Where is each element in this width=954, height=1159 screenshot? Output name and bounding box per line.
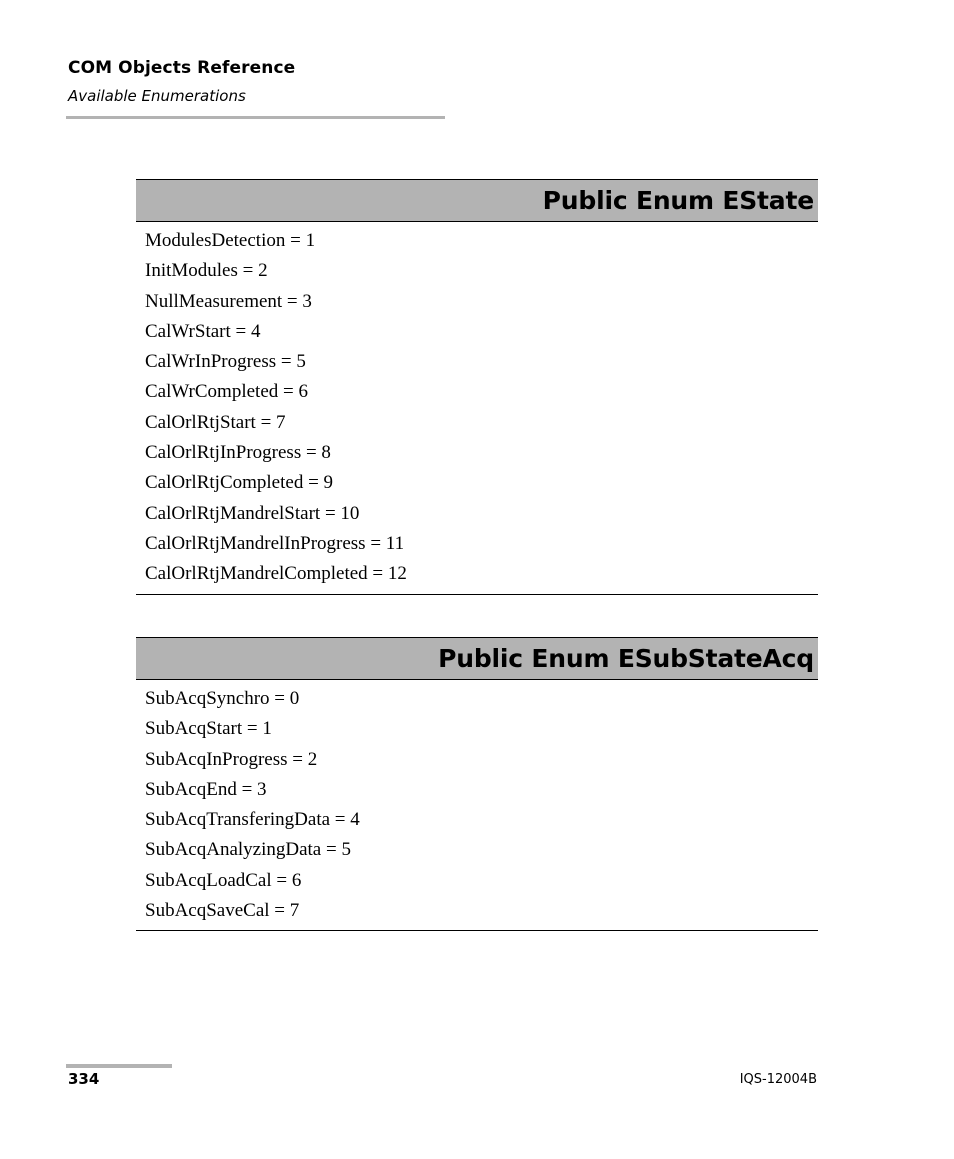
page-number: 334 xyxy=(68,1070,100,1088)
enum-title: Public Enum ESubStateAcq xyxy=(438,644,814,673)
enum-item: CalOrlRtjInProgress = 8 xyxy=(145,442,331,464)
enum-item: CalOrlRtjMandrelStart = 10 xyxy=(145,502,360,524)
enum-item: SubAcqSynchro = 0 xyxy=(145,688,300,709)
enum-table-header xyxy=(136,179,818,222)
enum-item: CalOrlRtjMandrelInProgress = 11 xyxy=(145,532,405,554)
enum-item: SubAcqEnd = 3 xyxy=(145,778,267,800)
document-code: IQS-12004B xyxy=(739,1072,817,1087)
enum-item: SubAcqAnalyzingData = 5 xyxy=(145,839,351,861)
enum-item: SubAcqInProgress = 2 xyxy=(145,748,318,770)
enum-item: SubAcqSaveCal = 7 xyxy=(145,900,300,922)
header-divider xyxy=(66,116,445,119)
enum-title: Public Enum EState xyxy=(542,186,814,215)
enum-item: CalOrlRtjMandrelCompleted = 12 xyxy=(145,563,407,585)
enum-table-header xyxy=(136,637,818,680)
enum-table-esubstateacq xyxy=(136,637,818,931)
enum-item: SubAcqLoadCal = 6 xyxy=(145,869,302,891)
footer-divider xyxy=(66,1064,172,1068)
enum-item: NullMeasurement = 3 xyxy=(145,290,312,312)
enum-item: InitModules = 2 xyxy=(145,260,268,282)
section-title: COM Objects Reference xyxy=(68,58,296,78)
enum-table-estate xyxy=(136,179,818,595)
enum-table-body xyxy=(136,680,818,930)
enum-item: CalOrlRtjCompleted = 9 xyxy=(145,472,334,494)
enum-item: SubAcqStart = 1 xyxy=(145,718,272,740)
section-subtitle: Available Enumerations xyxy=(68,87,246,105)
enum-item: SubAcqTransferingData = 4 xyxy=(145,809,360,831)
enum-item: CalWrCompleted = 6 xyxy=(145,381,308,403)
enum-item: ModulesDetection = 1 xyxy=(145,230,316,251)
enum-item: CalOrlRtjStart = 7 xyxy=(145,411,286,433)
enum-item: CalWrStart = 4 xyxy=(145,320,261,342)
enum-table-body xyxy=(136,222,818,594)
enum-item: CalWrInProgress = 5 xyxy=(145,351,306,373)
